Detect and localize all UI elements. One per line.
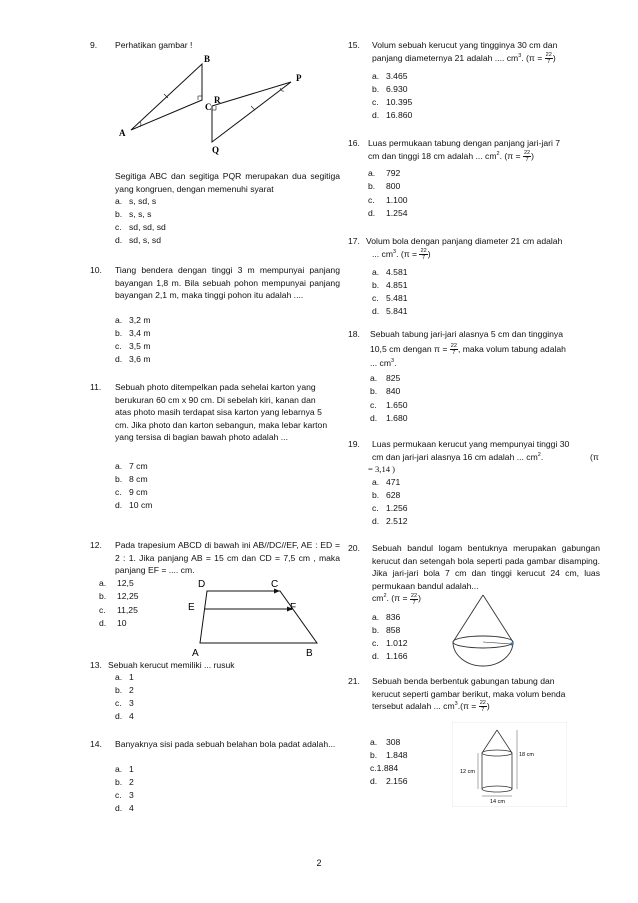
question-text: ... cm — [370, 357, 392, 368]
cylinder-cone-figure — [452, 722, 567, 807]
height-label: 18 cm — [519, 752, 534, 758]
option[interactable]: c. 1.650 — [370, 400, 408, 410]
option[interactable]: a. s, sd, s — [115, 196, 157, 206]
question-text: = 3,14 ) — [368, 464, 396, 475]
question-text: 10,5 cm dengan π = — [370, 343, 448, 354]
option[interactable]: c. 1.100 — [368, 195, 408, 205]
option[interactable]: a. 7 cm — [115, 461, 148, 471]
vertex-b-label: B — [204, 54, 211, 64]
question-number: 15. — [348, 40, 360, 50]
vertex-q-label: Q — [212, 145, 220, 155]
question-number: 9. — [90, 40, 98, 50]
option[interactable]: a. 3.465 — [372, 71, 408, 81]
pi-fraction: $\frac{22}{7}$ — [545, 51, 552, 65]
label-c: C — [271, 579, 279, 590]
option[interactable]: a. 12,5 — [99, 578, 134, 588]
question-number: 20. — [348, 543, 360, 553]
question-number: 14. — [90, 739, 102, 749]
option[interactable]: a. 3,2 m — [115, 315, 151, 325]
question-text: Volum sebuah kerucut yang tingginya 30 cm dan — [372, 40, 558, 50]
vertex-p-label: P — [296, 73, 302, 83]
option[interactable]: d. 4 — [115, 711, 134, 721]
option[interactable]: d. 2.156 — [370, 776, 408, 786]
pendulum-figure — [445, 592, 525, 672]
option[interactable]: d. 4 — [115, 803, 134, 813]
question-text: Banyaknya sisi pada sebuah belahan bola padat adalah... — [115, 739, 336, 749]
label-d: D — [198, 579, 206, 590]
option[interactable]: b. 8 cm — [115, 474, 148, 484]
pi-fraction: $\frac{22}{7}$ — [450, 342, 457, 356]
question-number: 10. — [90, 265, 102, 275]
question-number: 13. — [90, 660, 102, 670]
option[interactable]: b. 12,25 — [99, 591, 139, 601]
pi-fraction: $\frac{22}{7}$ — [523, 149, 531, 163]
option[interactable]: d. 5.841 — [372, 306, 408, 316]
option[interactable]: c. 1.256 — [372, 503, 408, 513]
option[interactable]: d. 1.680 — [370, 413, 408, 423]
question-number: 19. — [348, 439, 360, 449]
option[interactable]: c. 10.395 — [372, 97, 413, 107]
option[interactable]: c. 11,25 — [99, 605, 138, 615]
option[interactable]: a. 825 — [370, 373, 401, 383]
question-text: Pada trapesium ABCD di bawah ini AB//DC//EF, AE : ED = 2 : 1. Jika panjang AB = 15 cm dan CD = 7,5 cm , maka panjang EF = .... cm. — [115, 540, 340, 576]
question-text: Sebuah benda berbentuk gabungan tabung dan — [372, 676, 555, 686]
question-9-statement — [115, 170, 340, 195]
option[interactable]: c. 5.481 — [372, 293, 408, 303]
option[interactable]: a. 4.581 — [372, 267, 408, 277]
option[interactable]: c. 3,5 m — [115, 341, 151, 351]
option[interactable]: d. 10 cm — [115, 500, 153, 510]
triangle-pqr — [212, 82, 291, 142]
question-text: Sebuah kerucut memiliki ... rusuk — [108, 660, 235, 670]
question-number: 18. — [348, 329, 360, 339]
option[interactable]: c. 9 cm — [115, 487, 148, 497]
question-text: kerucut seperti gambar berikut, maka volum benda — [372, 688, 566, 699]
diameter-label: 14 cm — [490, 799, 505, 805]
trapezoid-abcd — [200, 591, 317, 643]
option[interactable]: c. sd, sd, sd — [115, 222, 166, 232]
option[interactable]: d. 1.254 — [368, 208, 408, 218]
page-number: 2 — [316, 858, 322, 868]
question-text: Tiang bendera dengan tinggi 3 m mempunyai panjang bayangan 1,8 m. Bila sebuah pohon mempunyai panjang bayangan 2,1 m, maka tinggi pohon itu adalah .... — [115, 265, 340, 301]
question-text: Segitiga ABC dan segitiga PQR merupakan dua segitiga yang kongruen, dengan memenuhi syarat — [115, 171, 340, 194]
question-text: Sebuah bandul logam bentuknya merupakan gabungan kerucut dan setengah bola seperti pada gambar disamping. Jika jari-jari bola 7 cm dan tinggi kerucut 24 cm, luas permukaan bandul adalah... — [372, 543, 600, 591]
vertex-r-label: R — [214, 95, 221, 105]
question-text: Luas permukaan kerucut yang mempunyai tinggi 30 — [372, 439, 570, 449]
pi-fraction: $\frac{22}{7}$ — [479, 700, 486, 714]
triangle-abc — [131, 64, 202, 130]
question-text: tersebut adalah ... cm — [372, 701, 455, 712]
label-a: A — [192, 648, 199, 659]
vertex-c-label: C — [205, 102, 212, 112]
congruent-triangles-figure — [110, 50, 320, 155]
trapezoid-figure — [180, 576, 330, 660]
option[interactable]: a. 836 — [372, 612, 401, 622]
pi-fraction: $\frac{22}{7}$ — [420, 247, 427, 261]
option[interactable]: d. 2.512 — [372, 516, 408, 526]
question-text: Sebuah tabung jari-jari alasnya 5 cm dan tingginya — [370, 329, 564, 339]
option[interactable]: c. 3 — [115, 790, 134, 800]
question-number: 21. — [348, 676, 360, 686]
question-number: 12. — [90, 540, 102, 550]
question-text: Luas permukaan tabung dengan panjang jari-jari 7 — [368, 138, 561, 148]
question-text: Perhatikan gambar ! — [115, 40, 193, 50]
question-text: panjang diameternya 21 adalah .... cm — [372, 52, 519, 63]
label-e: E — [188, 602, 195, 613]
option[interactable]: d. 1.166 — [372, 651, 408, 661]
option[interactable]: b. 3,4 m — [115, 328, 151, 338]
pi-fraction: $\frac{22}{7}$ — [410, 592, 418, 606]
option[interactable]: b. 6.930 — [372, 84, 408, 94]
option[interactable]: a. 471 — [372, 477, 401, 487]
question-text: ... cm — [372, 248, 394, 259]
question-text: Sebuah photo ditempelkan pada sehelai karton yang berukuran 60 cm x 90 cm. Di sebelah kiri, kanan dan atas photo masih terdapat sisa karton yang lebarnya 5 cm. Jika photo dan karton sebangun, maka lebar karton yang tersisa di bagian bawah photo adalah ... — [115, 382, 328, 443]
option[interactable]: b. 858 — [372, 625, 401, 635]
option[interactable]: b. 840 — [370, 386, 401, 396]
option[interactable]: d. sd, s, sd — [115, 235, 161, 245]
question-text: cm dan tinggi 18 cm adalah ... cm — [368, 150, 497, 161]
vertex-a-label: A — [119, 128, 126, 138]
option[interactable]: b. 1.848 — [370, 750, 408, 760]
option[interactable]: c. 3 — [115, 698, 134, 708]
option[interactable]: c. 1.012 — [372, 638, 408, 648]
option[interactable]: b. 4.851 — [372, 280, 408, 290]
question-number: 16. — [348, 138, 360, 148]
option[interactable]: a. 792 — [368, 168, 401, 178]
question-number: 11. — [90, 382, 102, 392]
option[interactable]: d. 3,6 m — [115, 354, 151, 364]
question-text: Volum bola dengan panjang diameter 21 cm adalah — [366, 236, 563, 246]
option[interactable]: d. 16.860 — [372, 110, 413, 120]
option[interactable]: a. 1 — [115, 672, 134, 682]
option[interactable]: b. 2 — [115, 777, 134, 787]
question-number: 17. — [348, 236, 360, 246]
option[interactable]: a. 1 — [115, 764, 134, 774]
question-text: cm dan jari-jari alasnya 16 cm adalah ... cm — [372, 451, 538, 462]
cylinder-height-label: 12 cm — [460, 769, 475, 775]
option[interactable]: b. 800 — [368, 181, 401, 191]
label-f: F — [290, 602, 297, 613]
option[interactable]: a. 308 — [370, 737, 401, 747]
option[interactable]: c.1.884 — [370, 763, 399, 773]
option[interactable]: b. 2 — [115, 685, 134, 695]
option[interactable]: d. 10 — [99, 618, 127, 628]
option[interactable]: b. s, s, s — [115, 209, 152, 219]
label-b: B — [306, 648, 313, 659]
option[interactable]: b. 628 — [372, 490, 401, 500]
